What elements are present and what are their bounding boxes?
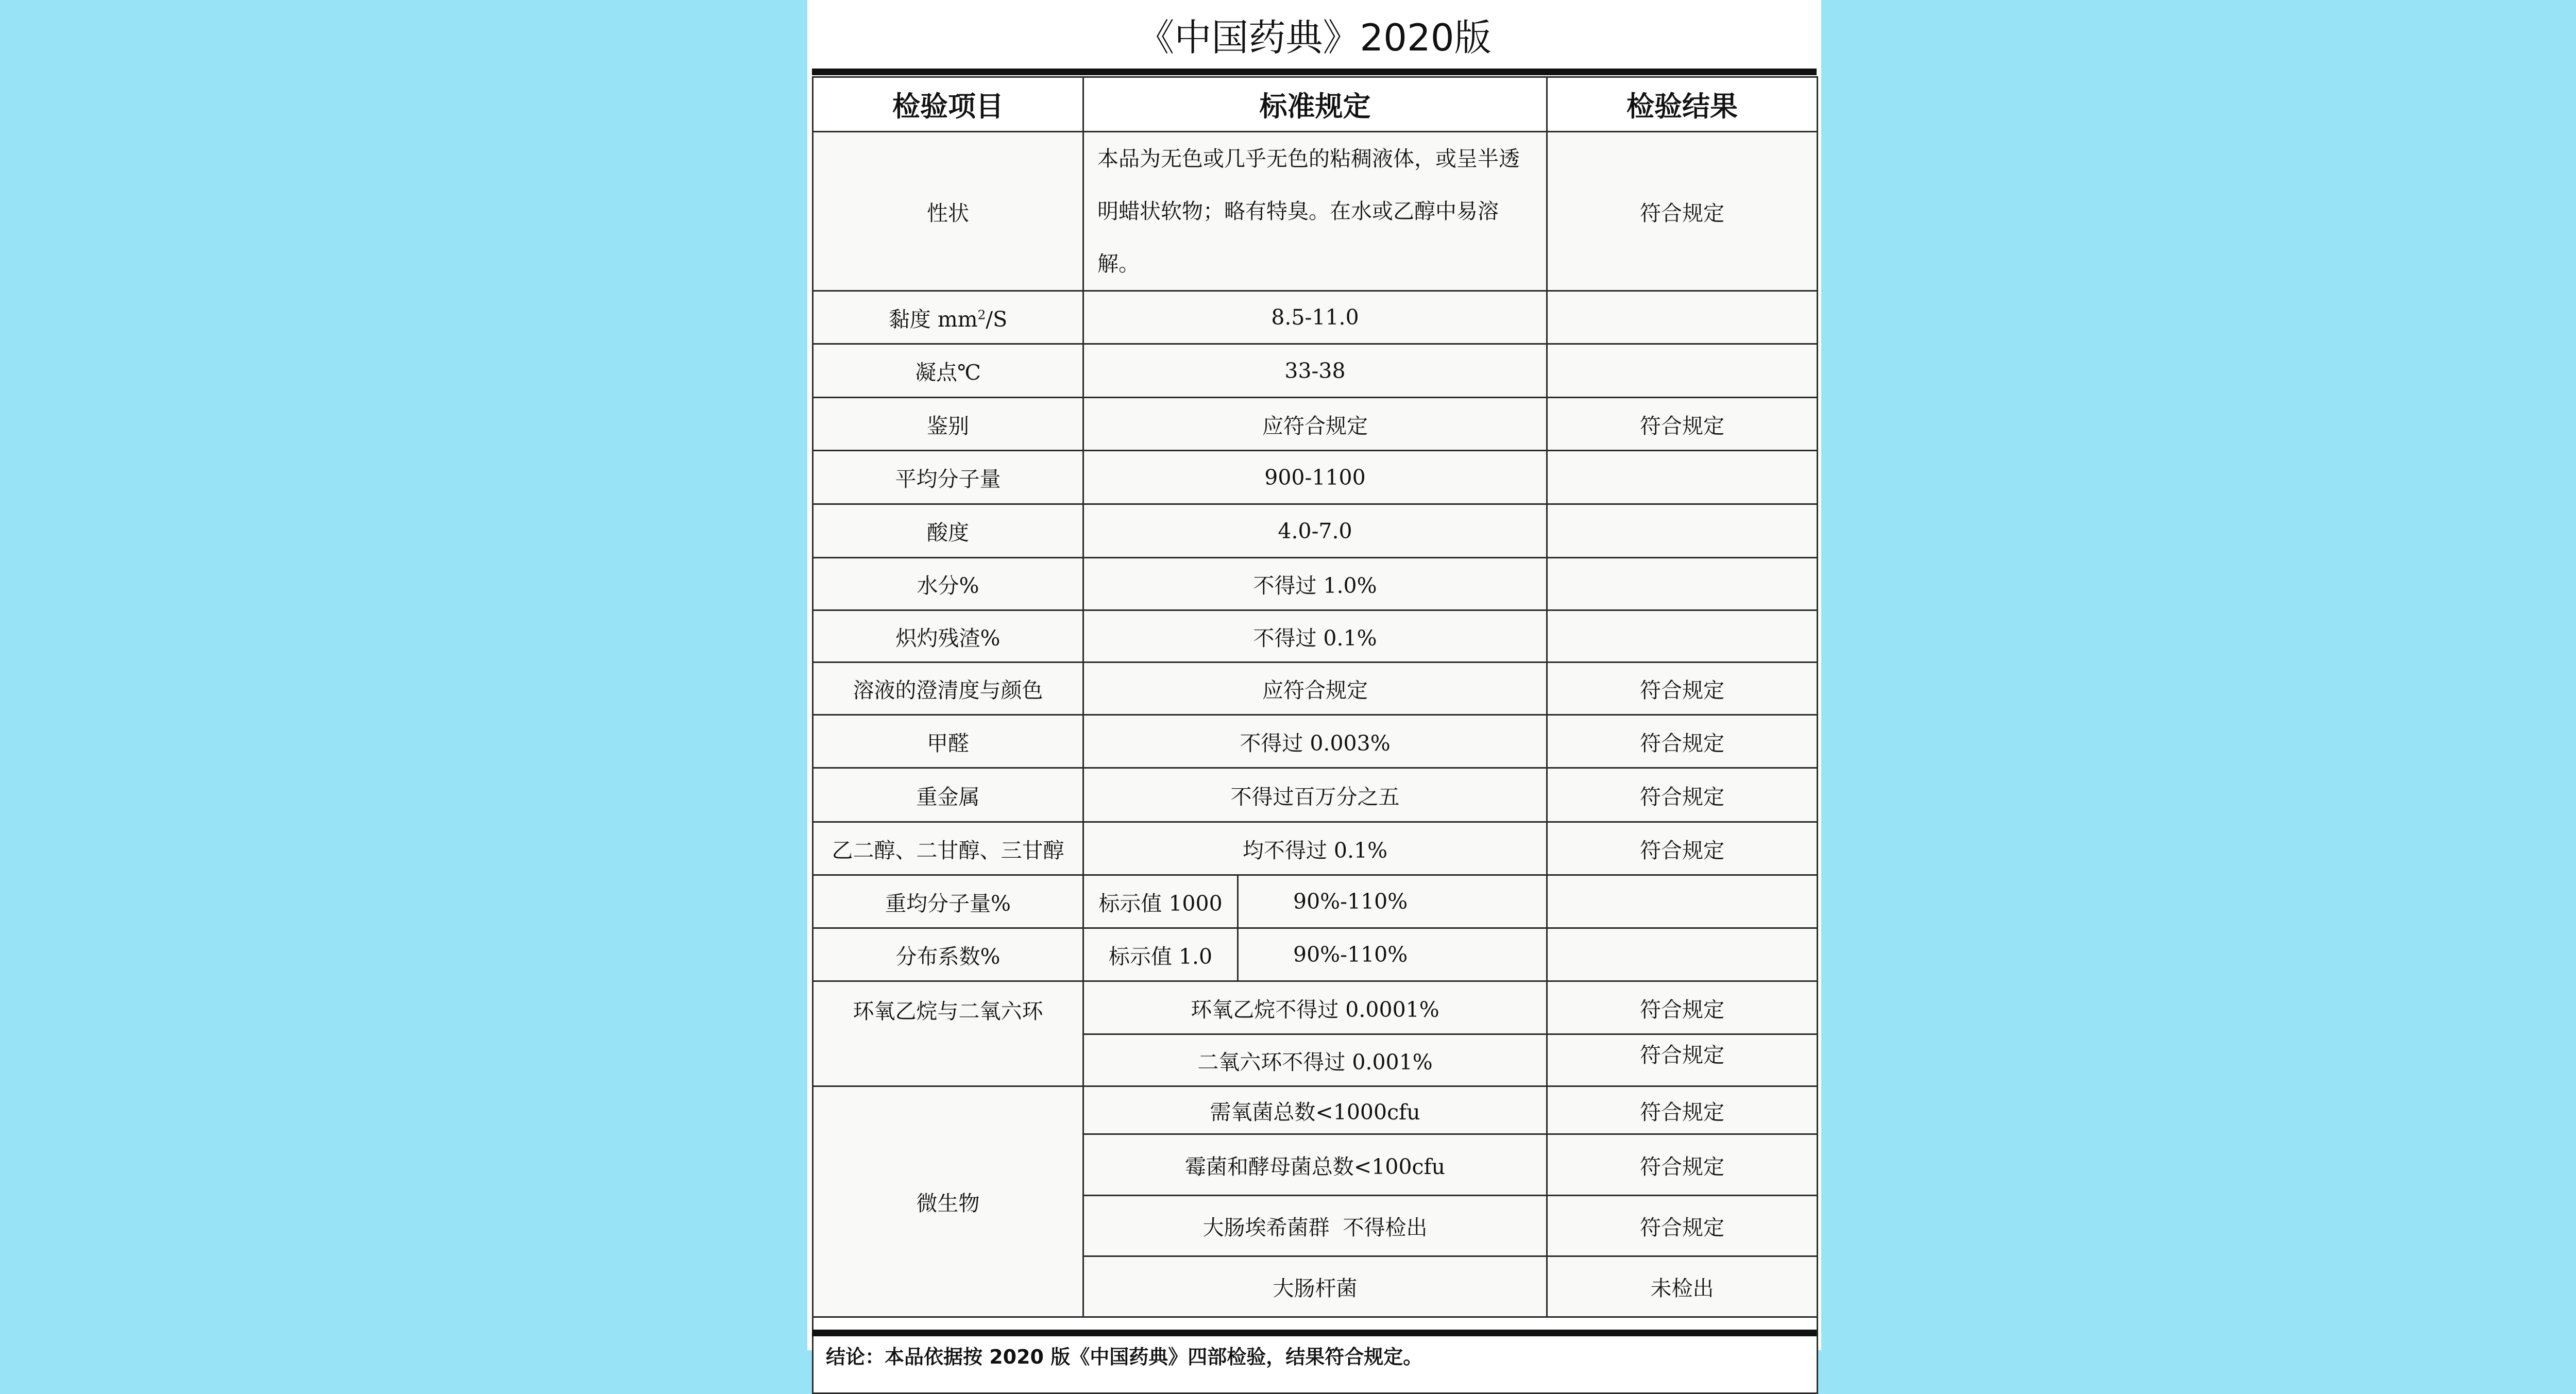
result-cell: 未检出: [1547, 1256, 1818, 1317]
standard-cell: 霉菌和酵母菌总数<100cfu: [1083, 1134, 1547, 1196]
result-cell: 符合规定: [1547, 1134, 1818, 1196]
item-cell: [813, 291, 1083, 344]
standard-cell: 均不得过 0.1%: [1083, 822, 1547, 875]
conclusion-text: 结论：本品依据按 2020 版《中国药典》四部检验，结果符合规定。: [813, 1317, 1818, 1393]
result-cell: 符合规定: [1547, 715, 1818, 768]
item-cell: 微生物: [813, 1086, 1083, 1317]
bottom-rule: [812, 1330, 1817, 1336]
item-cell: 重均分子量%: [813, 875, 1083, 928]
standard-cell: 二氧六环不得过 0.001%: [1083, 1034, 1547, 1086]
header-item: 检验项目: [813, 77, 1083, 132]
item-cell: 乙二醇、二甘醇、三甘醇: [813, 822, 1083, 875]
header-result: 检验结果: [1547, 77, 1818, 132]
result-cell: 符合规定: [1547, 1034, 1818, 1086]
result-cell: 符合规定: [1547, 132, 1818, 291]
item-cell: 溶液的澄清度与颜色: [813, 662, 1083, 715]
result-cell: 符合规定: [1547, 1086, 1818, 1134]
result-cell: [1547, 558, 1818, 610]
result-cell: 符合规定: [1547, 662, 1818, 715]
item-text-suffix: /S: [986, 307, 1008, 332]
result-cell: [1547, 875, 1818, 928]
item-cell: 重金属: [813, 768, 1083, 822]
conclusion-row: [813, 1317, 1818, 1393]
standard-label-cell: 标示值 1000: [1083, 875, 1238, 928]
item-cell: 鉴别: [813, 398, 1083, 451]
result-cell: 符合规定: [1547, 822, 1818, 875]
document-title: 《中国药典》2020版: [1137, 16, 1492, 59]
standard-cell: 大肠埃希菌群 不得检出: [1083, 1196, 1547, 1256]
standard-cell: 8.5-11.0: [1083, 291, 1547, 344]
table-row: [813, 662, 1818, 715]
header-standard: 标准规定: [1083, 77, 1547, 132]
standard-range-cell: 90%-110%: [1238, 928, 1547, 981]
item-text: 黏度 mm: [888, 307, 978, 332]
standard-cell: 应符合规定: [1083, 398, 1547, 451]
table-row: [813, 928, 1818, 981]
result-cell: [1547, 291, 1818, 344]
standard-cell: 不得过 0.003%: [1083, 715, 1547, 768]
standard-cell: 环氧乙烷不得过 0.0001%: [1083, 981, 1547, 1034]
result-cell: 符合规定: [1547, 398, 1818, 451]
result-cell: [1547, 451, 1818, 504]
header-row: [813, 77, 1818, 132]
result-cell: [1547, 504, 1818, 558]
table-row: [813, 132, 1818, 291]
item-cell: 性状: [813, 132, 1083, 291]
table-row: [813, 715, 1818, 768]
standard-cell: 不得过百万分之五: [1083, 768, 1547, 822]
standard-cell: 不得过 0.1%: [1083, 610, 1547, 662]
table-row: [813, 822, 1818, 875]
table-row: [813, 981, 1818, 1034]
item-cell: 平均分子量: [813, 451, 1083, 504]
standard-cell: 4.0-7.0: [1083, 504, 1547, 558]
table-row: [813, 451, 1818, 504]
result-cell: [1547, 928, 1818, 981]
table-row: [813, 610, 1818, 662]
table-row: [813, 875, 1818, 928]
standard-cell: 不得过 1.0%: [1083, 558, 1547, 610]
table-row: [813, 558, 1818, 610]
standard-range-cell: 90%-110%: [1238, 875, 1547, 928]
item-cell: 水分%: [813, 558, 1083, 610]
table-row: [813, 768, 1818, 822]
table-row: [813, 504, 1818, 558]
table-row: [813, 344, 1818, 398]
top-rule: [812, 69, 1817, 75]
result-cell: 符合规定: [1547, 1196, 1818, 1256]
item-cell: 酸度: [813, 504, 1083, 558]
inspection-table: [812, 76, 1818, 1394]
standard-cell: 应符合规定: [1083, 662, 1547, 715]
result-cell: 符合规定: [1547, 768, 1818, 822]
table-row: [813, 1086, 1818, 1134]
standard-text-line: 本品为无色或几乎无色的粘稠液体，或呈半透: [1097, 146, 1520, 171]
item-cell: 甲醛: [813, 715, 1083, 768]
result-cell: [1547, 344, 1818, 398]
item-cell: 凝点℃: [813, 344, 1083, 398]
report-document: [807, 0, 1821, 1368]
standard-label-cell: 标示值 1.0: [1083, 928, 1238, 981]
standard-cell: 900-1100: [1083, 451, 1547, 504]
item-cell: 分布系数%: [813, 928, 1083, 981]
table-row: [813, 398, 1818, 451]
result-cell: 符合规定: [1547, 981, 1818, 1034]
item-cell: 环氧乙烷与二氧六环: [813, 981, 1083, 1086]
standard-cell: 需氧菌总数<1000cfu: [1083, 1086, 1547, 1134]
table-row: [813, 291, 1818, 344]
result-cell: [1547, 610, 1818, 662]
standard-cell: 33-38: [1083, 344, 1547, 398]
standard-text-line: 明蜡状软物；略有特臭。在水或乙醇中易溶解。: [1097, 199, 1499, 276]
standard-cell: 大肠杆菌: [1083, 1256, 1547, 1317]
item-cell: 炽灼残渣%: [813, 610, 1083, 662]
item-superscript: 2: [977, 307, 986, 322]
standard-cell: [1083, 132, 1547, 291]
